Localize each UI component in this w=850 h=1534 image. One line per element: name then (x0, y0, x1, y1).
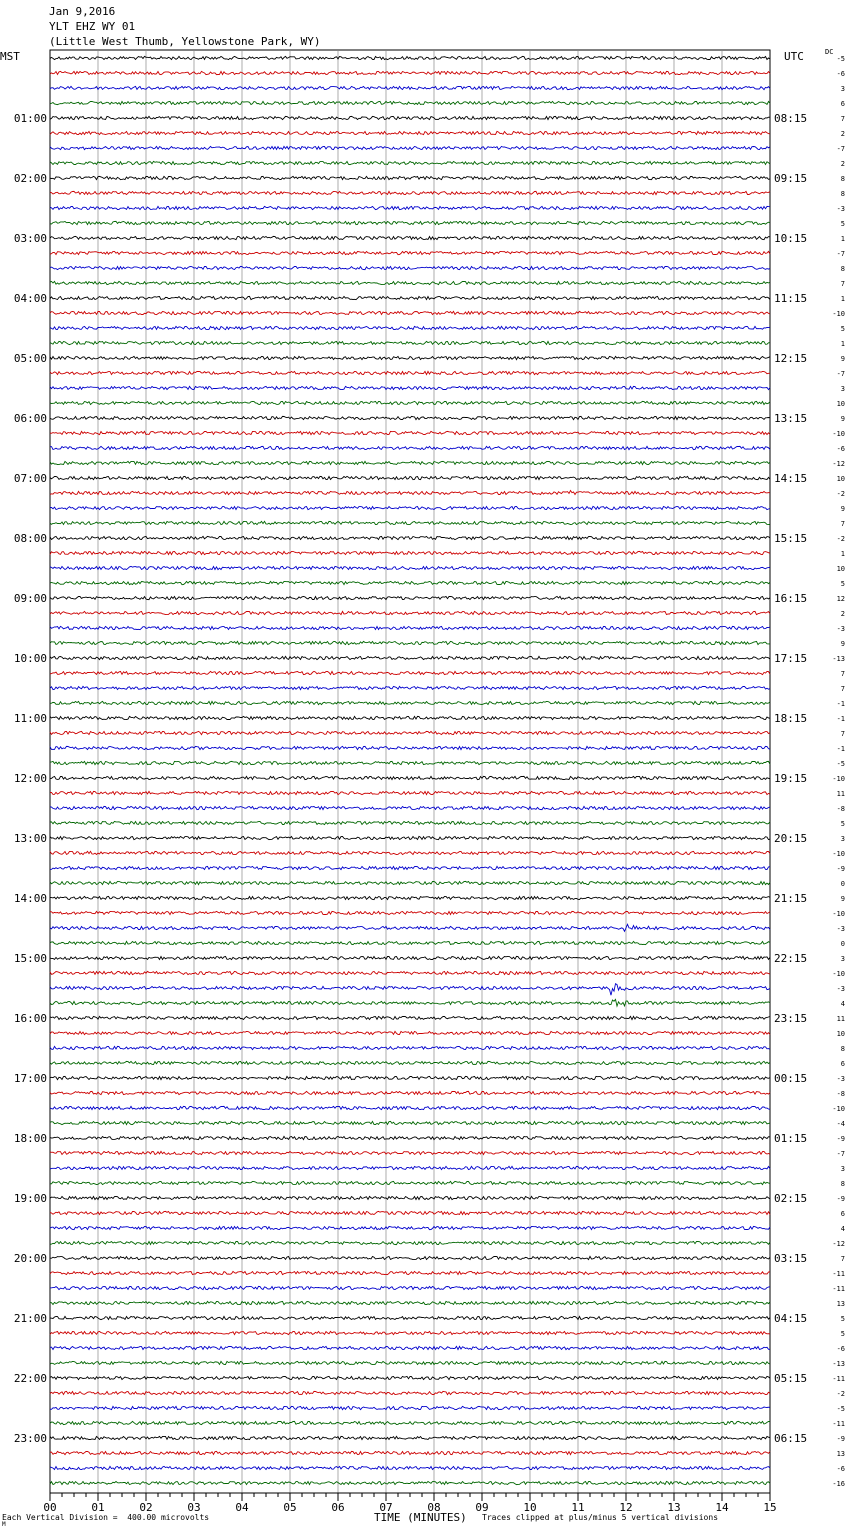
trace-row-85 (50, 1316, 770, 1319)
trace-row-55 (50, 866, 770, 869)
mst-hour-label: 14:00 (13, 892, 47, 905)
dc-offset-label: -11 (832, 1285, 845, 1293)
trace-row-46 (50, 731, 770, 734)
mst-hour-label: 22:00 (13, 1372, 47, 1385)
trace-row-73 (50, 1136, 770, 1139)
dc-offset-label: -13 (832, 655, 845, 663)
station-location: (Little West Thumb, Yellowstone Park, WY) (49, 35, 321, 48)
dc-offset-label: -8 (836, 1090, 845, 1098)
trace-row-51 (50, 806, 770, 809)
trace-row-38 (50, 611, 770, 614)
trace-row-78 (50, 1211, 770, 1214)
mst-hour-label: 07:00 (13, 472, 47, 485)
x-tick-label: 00 (43, 1501, 57, 1514)
dc-offset-label: 9 (840, 895, 845, 903)
dc-offset-label: -9 (836, 865, 845, 873)
dc-offset-label: 11 (836, 1015, 845, 1023)
utc-hour-label: 06:15 (774, 1432, 808, 1445)
x-tick-label: 02 (139, 1501, 153, 1514)
dc-offset-label: 8 (840, 265, 845, 273)
trace-row-3 (50, 86, 770, 89)
mst-hour-label: 05:00 (13, 352, 47, 365)
dc-offset-label: 8 (840, 175, 845, 183)
dc-offset-label: 10 (836, 565, 845, 573)
trace-row-5 (50, 116, 770, 119)
trace-row-10 (50, 191, 770, 194)
trace-row-26 (50, 431, 770, 434)
trace-row-80 (50, 1241, 770, 1244)
trace-row-50 (50, 791, 770, 794)
dc-offset-label: -11 (832, 1270, 845, 1278)
x-tick-label: 05 (283, 1501, 297, 1514)
trace-row-16 (50, 281, 770, 284)
trace-row-41 (50, 656, 770, 659)
dc-offset-label: 1 (840, 295, 845, 303)
dc-offset-label: 7 (840, 730, 845, 738)
dc-offset-label: -1 (836, 745, 845, 753)
dc-offset-label: -13 (832, 1360, 845, 1368)
x-axis-title: TIME (MINUTES) (374, 1511, 467, 1524)
trace-row-21 (50, 356, 770, 359)
trace-row-40 (50, 641, 770, 644)
utc-hour-label: 17:15 (774, 652, 808, 665)
dc-offset-label: -3 (836, 1075, 845, 1083)
trace-row-7 (50, 146, 770, 149)
trace-row-74 (50, 1151, 770, 1154)
trace-row-92 (50, 1421, 770, 1424)
trace-row-4 (50, 101, 770, 104)
dc-offset-label: -7 (836, 1150, 845, 1158)
dc-offset-label: -2 (836, 490, 845, 498)
utc-hour-label: 12:15 (774, 352, 808, 365)
mst-hour-label: 21:00 (13, 1312, 47, 1325)
dc-offset-label: 3 (840, 835, 845, 843)
utc-hour-label: 05:15 (774, 1372, 808, 1385)
utc-hour-label: 23:15 (774, 1012, 808, 1025)
dc-offset-label: 5 (840, 820, 845, 828)
x-tick-label: 10 (523, 1501, 537, 1514)
dc-offset-label: 6 (840, 1060, 845, 1068)
trace-row-30 (50, 491, 770, 495)
trace-row-6 (50, 131, 770, 134)
trace-row-1 (50, 56, 770, 59)
utc-hour-label: 04:15 (774, 1312, 808, 1325)
trace-layer (50, 56, 770, 1484)
trace-row-24 (50, 401, 770, 404)
trace-row-93 (50, 1436, 770, 1439)
utc-hour-label: 01:15 (774, 1132, 808, 1145)
dc-offset-label: 6 (840, 100, 845, 108)
dc-offset-label: 4 (840, 1000, 845, 1008)
mst-hour-label: 19:00 (13, 1192, 47, 1205)
x-tick-label: 12 (619, 1501, 633, 1514)
trace-row-18 (50, 311, 770, 314)
dc-offset-label: 8 (840, 1045, 845, 1053)
mst-hour-label: 16:00 (13, 1012, 47, 1025)
dc-offset-label: -9 (836, 1195, 845, 1203)
x-tick-label: 14 (715, 1501, 729, 1514)
utc-hour-label: 15:15 (774, 532, 808, 545)
utc-hour-label: 14:15 (774, 472, 808, 485)
trace-row-79 (50, 1226, 770, 1229)
dc-offset-label: -10 (832, 430, 845, 438)
trace-row-43 (50, 686, 770, 689)
dc-offset-label: -6 (836, 1465, 845, 1473)
dc-offset-label: 2 (840, 610, 845, 618)
dc-offset-label: 8 (840, 190, 845, 198)
trace-row-66 (50, 1031, 770, 1034)
trace-row-47 (50, 746, 770, 749)
dc-offset-label: 7 (840, 1255, 845, 1263)
trace-row-22 (50, 371, 770, 374)
trace-row-34 (50, 551, 770, 554)
trace-row-81 (50, 1256, 770, 1259)
dc-offset-label: -6 (836, 445, 845, 453)
mst-hour-label: 03:00 (13, 232, 47, 245)
trace-row-8 (50, 161, 770, 164)
dc-offset-label: 2 (840, 130, 845, 138)
trace-row-19 (50, 326, 770, 329)
dc-offset-label: 5 (840, 220, 845, 228)
dc-offset-label: 5 (840, 325, 845, 333)
dc-offset-label: -2 (836, 535, 845, 543)
clip-note: Traces clipped at plus/minus 5 vertical divisions (482, 1513, 719, 1522)
trace-row-84 (50, 1301, 770, 1304)
dc-offset-label: 3 (840, 85, 845, 93)
trace-row-2 (50, 71, 770, 74)
trace-row-91 (50, 1406, 770, 1409)
utc-hour-label: 21:15 (774, 892, 808, 905)
trace-row-45 (50, 716, 770, 719)
dc-offset-label: -1 (836, 700, 845, 708)
dc-offset-label: 9 (840, 355, 845, 363)
utc-hour-label: 18:15 (774, 712, 808, 725)
dc-offset-label: 1 (840, 340, 845, 348)
dc-offset-label: -7 (836, 370, 845, 378)
trace-row-70 (50, 1091, 770, 1094)
utc-hour-label: 19:15 (774, 772, 808, 785)
dc-offset-label: 3 (840, 385, 845, 393)
trace-row-82 (50, 1271, 770, 1274)
trace-row-25 (50, 416, 770, 419)
trace-row-62 (50, 971, 770, 974)
dc-offset-label: 7 (840, 280, 845, 288)
mst-hour-label: 17:00 (13, 1072, 47, 1085)
trace-row-90 (50, 1391, 770, 1394)
dc-offset-label: 13 (836, 1300, 845, 1308)
mst-hour-label: 12:00 (13, 772, 47, 785)
trace-row-36 (50, 581, 770, 584)
utc-hour-label: 16:15 (774, 592, 808, 605)
trace-row-13 (50, 236, 770, 239)
trace-row-49 (50, 776, 770, 779)
trace-row-71 (50, 1106, 770, 1109)
trace-row-64 (50, 999, 770, 1006)
dc-offset-title: DC (825, 48, 834, 56)
dc-offset-label: 10 (836, 400, 845, 408)
trace-row-53 (50, 836, 770, 839)
mst-hour-label: 01:00 (13, 112, 47, 125)
dc-offset-label: 7 (840, 115, 845, 123)
utc-hour-label: 20:15 (774, 832, 808, 845)
dc-offset-label: -3 (836, 985, 845, 993)
x-tick-label: 11 (571, 1501, 585, 1514)
utc-hour-label: 13:15 (774, 412, 808, 425)
dc-offset-label: 5 (840, 1315, 845, 1323)
mst-hour-label: 23:00 (13, 1432, 47, 1445)
dc-offset-label: -2 (836, 1390, 845, 1398)
mst-hour-label: 08:00 (13, 532, 47, 545)
mst-hour-label: 20:00 (13, 1252, 47, 1265)
trace-row-31 (50, 506, 770, 509)
x-tick-label: 04 (235, 1501, 249, 1514)
mst-hour-label: 04:00 (13, 292, 47, 305)
dc-offset-label: 2 (840, 160, 845, 168)
trace-row-96 (50, 1481, 770, 1484)
dc-offset-label: -11 (832, 1375, 845, 1383)
dc-offset-label: -10 (832, 1105, 845, 1113)
trace-row-12 (50, 221, 770, 224)
trace-row-48 (50, 761, 770, 764)
trace-row-15 (50, 266, 770, 269)
dc-offset-label: -5 (836, 760, 845, 768)
trace-row-94 (50, 1451, 770, 1454)
utc-hour-label: 08:15 (774, 112, 808, 125)
trace-row-14 (50, 251, 770, 254)
trace-row-20 (50, 341, 770, 344)
trace-row-44 (50, 701, 770, 704)
x-tick-label: 15 (763, 1501, 777, 1514)
x-tick-label: 07 (379, 1501, 393, 1514)
dc-offset-label: 9 (840, 505, 845, 513)
dc-offset-label: 7 (840, 520, 845, 528)
trace-row-28 (50, 461, 770, 464)
mst-hour-label: 13:00 (13, 832, 47, 845)
dc-offset-label: -6 (836, 70, 845, 78)
dc-offset-label: -3 (836, 925, 845, 933)
station-code: YLT EHZ WY 01 (49, 20, 136, 33)
dc-offset-label: -9 (836, 1135, 845, 1143)
corner-mark: M (2, 1521, 6, 1528)
dc-offset-label: 5 (840, 1330, 845, 1338)
dc-offset-label: -10 (832, 310, 845, 318)
utc-hour-label: 11:15 (774, 292, 808, 305)
dc-offset-label: -10 (832, 775, 845, 783)
trace-row-54 (50, 851, 770, 854)
dc-offset-label: 4 (840, 1225, 845, 1233)
mst-hour-label: 10:00 (13, 652, 47, 665)
dc-offset-label: -3 (836, 205, 845, 213)
x-tick-label: 08 (427, 1501, 441, 1514)
utc-hour-label: 10:15 (774, 232, 808, 245)
mst-hour-label: 18:00 (13, 1132, 47, 1145)
trace-row-23 (50, 386, 770, 389)
mst-hour-label: 09:00 (13, 592, 47, 605)
trace-row-57 (50, 896, 770, 899)
trace-row-29 (50, 476, 770, 479)
dc-offset-label: -6 (836, 1345, 845, 1353)
dc-offset-label: 13 (836, 1450, 845, 1458)
trace-row-11 (50, 206, 770, 209)
mst-hour-label: 02:00 (13, 172, 47, 185)
utc-hour-label: 22:15 (774, 952, 808, 965)
mst-hour-label: 11:00 (13, 712, 47, 725)
dc-offset-label: -10 (832, 970, 845, 978)
dc-offset-label: -10 (832, 910, 845, 918)
trace-row-88 (50, 1361, 770, 1364)
trace-row-86 (50, 1331, 770, 1334)
trace-row-75 (50, 1166, 770, 1169)
dc-offset-label: -7 (836, 250, 845, 258)
dc-offset-label: -11 (832, 1420, 845, 1428)
x-tick-label: 06 (331, 1501, 345, 1514)
trace-row-59 (50, 924, 770, 931)
trace-row-83 (50, 1286, 770, 1289)
dc-offset-label: -10 (832, 850, 845, 858)
trace-row-35 (50, 566, 770, 569)
dc-offset-label: 12 (836, 595, 845, 603)
dc-offset-label: 5 (840, 580, 845, 588)
trace-row-67 (50, 1046, 770, 1049)
trace-row-32 (50, 521, 770, 524)
dc-offset-label: 11 (836, 790, 845, 798)
dc-offset-label: 7 (840, 685, 845, 693)
mst-hour-label: 06:00 (13, 412, 47, 425)
trace-row-76 (50, 1181, 770, 1184)
dc-offset-label: -9 (836, 1435, 845, 1443)
trace-row-61 (50, 956, 770, 959)
utc-axis-title: UTC (784, 50, 804, 63)
trace-row-42 (50, 671, 770, 674)
dc-offset-label: 0 (840, 940, 845, 948)
trace-row-17 (50, 296, 770, 299)
dc-offset-label: 9 (840, 640, 845, 648)
dc-offset-label: -12 (832, 460, 845, 468)
utc-hour-label: 00:15 (774, 1072, 808, 1085)
dc-offset-label: -12 (832, 1240, 845, 1248)
mst-axis-title: MST (0, 50, 20, 63)
dc-offset-label: 8 (840, 1180, 845, 1188)
trace-row-77 (50, 1196, 770, 1199)
trace-row-9 (50, 176, 770, 179)
dc-offset-label: 3 (840, 955, 845, 963)
dc-offset-label: 10 (836, 475, 845, 483)
dc-offset-label: -4 (836, 1120, 845, 1128)
x-tick-label: 13 (667, 1501, 681, 1514)
trace-row-58 (50, 911, 770, 914)
dc-offset-label: 10 (836, 1030, 845, 1038)
dc-offset-label: -1 (836, 715, 845, 723)
scale-note: Each Vertical Division = 400.00 microvolts (2, 1513, 210, 1522)
x-tick-label: 09 (475, 1501, 489, 1514)
dc-offset-label: -8 (836, 805, 845, 813)
trace-row-33 (50, 536, 770, 539)
trace-row-52 (50, 821, 770, 824)
dc-offset-label: -16 (832, 1480, 845, 1488)
trace-row-95 (50, 1466, 770, 1469)
utc-hour-label: 09:15 (774, 172, 808, 185)
dc-offset-label: 1 (840, 550, 845, 558)
dc-offset-label: 1 (840, 235, 845, 243)
trace-row-56 (50, 881, 770, 884)
utc-hour-label: 03:15 (774, 1252, 808, 1265)
trace-row-68 (50, 1061, 770, 1064)
trace-row-87 (50, 1346, 770, 1349)
dc-offset-label: 6 (840, 1210, 845, 1218)
mst-hour-label: 15:00 (13, 952, 47, 965)
utc-hour-label: 02:15 (774, 1192, 808, 1205)
trace-row-65 (50, 1016, 770, 1019)
dc-offset-label: -5 (836, 55, 845, 63)
dc-offset-label: -3 (836, 625, 845, 633)
dc-offset-label: 7 (840, 670, 845, 678)
dc-offset-label: 9 (840, 415, 845, 423)
x-tick-label: 01 (91, 1501, 105, 1514)
x-tick-label: 03 (187, 1501, 201, 1514)
trace-row-37 (50, 596, 770, 599)
trace-row-27 (50, 446, 770, 449)
dc-offset-label: 3 (840, 1165, 845, 1173)
dc-offset-label: -7 (836, 145, 845, 153)
record-date: Jan 9,2016 (49, 5, 116, 18)
trace-row-89 (50, 1376, 770, 1379)
trace-row-72 (50, 1121, 770, 1124)
dc-offset-label: 0 (840, 880, 845, 888)
trace-row-69 (50, 1076, 770, 1079)
trace-row-63 (50, 984, 770, 996)
dc-offset-label: -5 (836, 1405, 845, 1413)
trace-row-39 (50, 626, 770, 629)
trace-row-60 (50, 941, 770, 944)
